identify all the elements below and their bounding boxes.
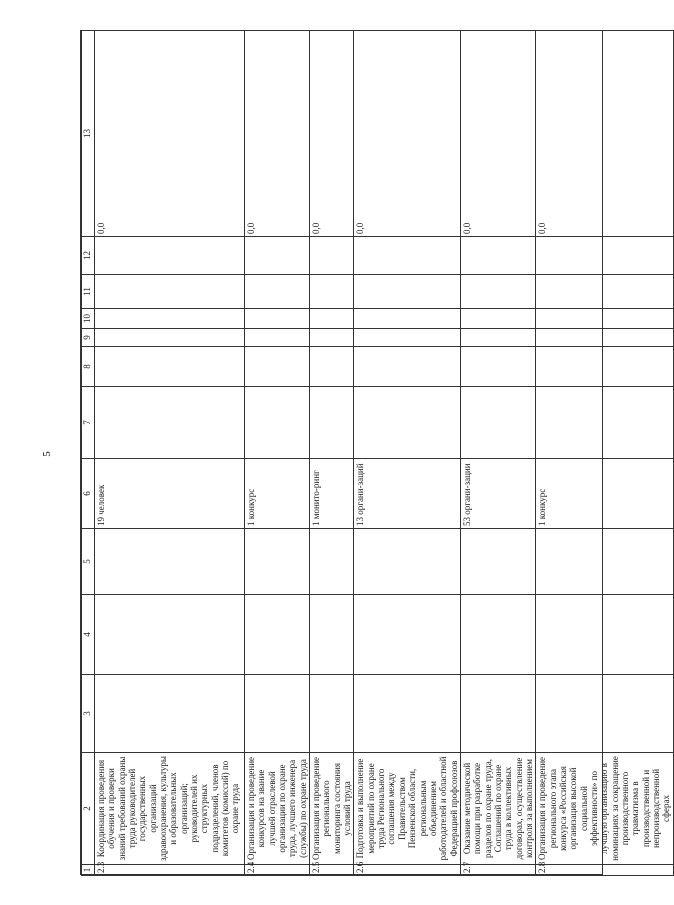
measure-description: Подготовка и выполнение мероприятий по охране труда Регионального соглашения между Правительством Пензенской области, региональным объединением работодателей и областной Федерацией профсоюзов	[354, 753, 460, 865]
measure-description: Организация и проведение регионального этапа конкурса «Российская организация высокой социальной эффективности» по лучшую организацию в номинациях за сокращение производственного травматизма в производственной и непроизводственной сферах	[536, 753, 673, 865]
row-number: 2.3	[95, 865, 245, 876]
rotated-table-sheet	[80, 30, 672, 875]
measure-description: Оказание методической помощи при разработке разделов по охране труда, Соглашений по охране труда в коллективных договорах, осуществление контроля за выполнением	[460, 753, 535, 865]
indicator-value: 13 органи-заций	[354, 459, 460, 529]
page-number: 5	[40, 451, 53, 457]
indicator-value: 1 монито-ринг	[310, 459, 354, 529]
funding-value: 0,0	[460, 31, 535, 237]
column-number: 4	[82, 595, 95, 675]
row-number: 2.5	[310, 865, 354, 876]
column-number: 13	[82, 31, 95, 237]
funding-value: 0,0	[95, 31, 245, 237]
table-row	[245, 31, 310, 876]
funding-value: 0,0	[310, 31, 354, 237]
measure-description: Организация и проведение конкурсов на звание лучшей отраслевой организации по охране труда, лучшего инженера (службы) по охране труда	[245, 753, 310, 865]
column-number: 7	[82, 387, 95, 459]
table-row	[460, 31, 535, 876]
column-number: 3	[82, 675, 95, 753]
funding-value: 0,0	[536, 31, 673, 237]
column-number: 6	[82, 459, 95, 529]
row-number: 2.8	[536, 865, 673, 876]
row-number: 2.4	[245, 865, 310, 876]
row-number: 2.6	[354, 865, 460, 876]
table-row	[310, 31, 354, 876]
table-row	[354, 31, 460, 876]
column-number: 11	[82, 275, 95, 309]
column-number: 2	[82, 753, 95, 865]
indicator-value: 53 органи-зации	[460, 459, 535, 529]
indicator-value: 19 человек	[95, 459, 245, 529]
column-number: 12	[82, 237, 95, 275]
funding-value: 0,0	[354, 31, 460, 237]
header-row	[82, 31, 95, 876]
column-number: 1	[82, 865, 95, 876]
funding-value: 0,0	[245, 31, 310, 237]
measure-description: Координация проведения обучения и проверки знаний требований охраны труда руководителей государственных организаций здравоохранения, культуры и образовательных организаций; руководителей их структурных подразделений, членов комитетов (комиссий) по охране труда	[95, 753, 245, 865]
column-number: 10	[82, 309, 95, 329]
table-row	[95, 31, 245, 876]
indicator-value: 1 конкурс	[536, 459, 673, 529]
measures-table	[81, 30, 674, 876]
row-number: 2.7	[460, 865, 535, 876]
indicator-value: 1 конкурс	[245, 459, 310, 529]
measure-description: Организация и проведение регионального мониторинга состояния условий труда	[310, 753, 354, 865]
table-row	[536, 31, 673, 876]
column-number: 8	[82, 347, 95, 387]
column-number: 5	[82, 529, 95, 595]
column-number: 9	[82, 329, 95, 347]
